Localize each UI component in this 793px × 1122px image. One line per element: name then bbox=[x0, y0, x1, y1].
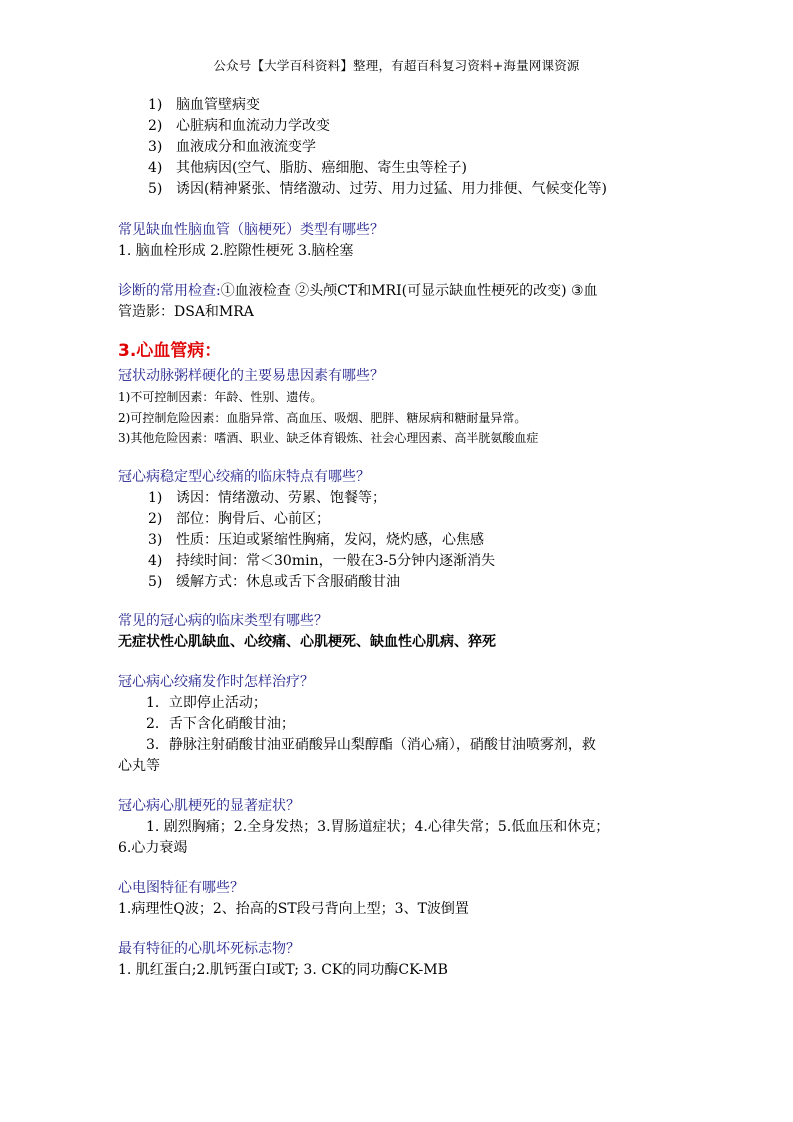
list-item bbox=[118, 116, 678, 137]
question-heading: 冠心病心肌梗死的显著症状？ bbox=[118, 797, 300, 814]
item-text: 脑血管壁病变 bbox=[176, 97, 260, 113]
answer-line: 3)其他危险因素：嗜酒、职业、缺乏体育锻炼、社会心理因素、高半胱氨酸血症 bbox=[118, 431, 539, 445]
item-text: 持续时间：常＜30min，一般在3-5分钟内逐渐消失 bbox=[176, 552, 496, 569]
page-content bbox=[118, 95, 678, 981]
list-item bbox=[118, 551, 678, 572]
item-text: 缓解方式：休息或舌下含服硝酸甘油 bbox=[176, 573, 400, 590]
item-number: 4) bbox=[148, 552, 163, 569]
diagnosis-paragraph bbox=[118, 281, 678, 302]
item-text: 性质：压迫或紧缩性胸痛，发闷，烧灼感，心焦感 bbox=[176, 531, 484, 548]
question-heading: 诊断的常用检查: bbox=[118, 283, 221, 299]
item-number: 1) bbox=[148, 489, 163, 506]
answer-text: 1. 肌红蛋白;2.肌钙蛋白I或T; 3. CK的同功酶CK-MB bbox=[118, 961, 448, 978]
item-number: 5) bbox=[148, 573, 163, 590]
question-heading: 冠状动脉粥样硬化的主要易患因素有哪些？ bbox=[118, 368, 384, 384]
answer-text: 1. 脑血栓形成 2.腔隙性梗死 3.脑栓塞 bbox=[118, 243, 354, 259]
item-text: 其他病因(空气、脂肪、癌细胞、寄生虫等栓子) bbox=[176, 160, 467, 176]
list-item bbox=[118, 179, 678, 200]
section-title: 3.心血管病： bbox=[118, 341, 222, 361]
list-item bbox=[118, 572, 678, 593]
item-number: 1) bbox=[148, 97, 163, 113]
answer-line: 1)不可控制因素：年龄、性别、遗传。 bbox=[118, 390, 323, 404]
answer-text: 管造影：DSA和MRA bbox=[118, 304, 254, 320]
item-number: 3) bbox=[148, 139, 163, 155]
item-text: 部位：胸骨后、心前区； bbox=[176, 510, 330, 527]
list-item bbox=[118, 509, 678, 530]
question-heading: 常见的冠心病的临床类型有哪些？ bbox=[118, 612, 328, 629]
list-item bbox=[118, 158, 678, 179]
item-number: 3) bbox=[148, 531, 163, 548]
answer-line: 2)可控制危险因素：血脂异常、高血压、吸烟、肥胖、糖尿病和糖耐量异常。 bbox=[118, 410, 527, 425]
item-text: 诱因：情绪激动、劳累、饱餐等； bbox=[176, 489, 386, 506]
question-heading: 冠心病心绞痛发作时怎样治疗？ bbox=[118, 673, 314, 690]
list-item bbox=[118, 488, 678, 509]
answer-line: 3．静脉注射硝酸甘油亚硝酸异山梨醇酯（消心痛），硝酸甘油喷雾剂，救 bbox=[146, 736, 596, 753]
item-number: 4) bbox=[148, 160, 163, 176]
answer-text: 无症状性心肌缺血、心绞痛、心肌梗死、缺血性心肌病、猝死 bbox=[118, 633, 496, 650]
page-header: 公众号【大学百科资料】整理，有超百科复习资料+海量网课资源 bbox=[213, 58, 580, 73]
item-number: 2) bbox=[148, 118, 163, 134]
answer-text: 1.病理性Q波；2、抬高的ST段弓背向上型；3、T波倒置 bbox=[118, 900, 469, 917]
question-heading: 最有特征的心肌坏死标志物？ bbox=[118, 940, 300, 957]
question-heading: 冠心病稳定型心绞痛的临床特点有哪些？ bbox=[118, 468, 370, 485]
item-text: 诱因(精神紧张、情绪激动、过劳、用力过猛、用力排便、气候变化等) bbox=[176, 181, 607, 197]
list-item bbox=[118, 530, 678, 551]
item-text: 心脏病和血流动力学改变 bbox=[176, 118, 330, 134]
question-heading: 常见缺血性脑血管（脑梗死）类型有哪些？ bbox=[118, 222, 384, 238]
item-number: 5) bbox=[148, 181, 163, 197]
answer-text: ①血液检查 ②头颅CT和MRI(可显示缺血性梗死的改变) ③血 bbox=[220, 283, 598, 299]
answer-line: 心丸等 bbox=[118, 757, 160, 774]
answer-line: 2．舌下含化硝酸甘油； bbox=[146, 715, 295, 732]
question-heading: 心电图特征有哪些？ bbox=[118, 879, 244, 896]
list-item bbox=[118, 137, 678, 158]
list-item bbox=[118, 95, 678, 116]
item-number: 2) bbox=[148, 510, 163, 527]
answer-line: 6.心力衰竭 bbox=[118, 839, 188, 856]
answer-line: 1．立即停止活动； bbox=[146, 694, 267, 711]
item-text: 血液成分和血液流变学 bbox=[176, 139, 316, 155]
answer-line: 1. 剧烈胸痛；2.全身发热；3.胃肠道症状；4.心律失常；5.低血压和休克； bbox=[146, 818, 610, 835]
